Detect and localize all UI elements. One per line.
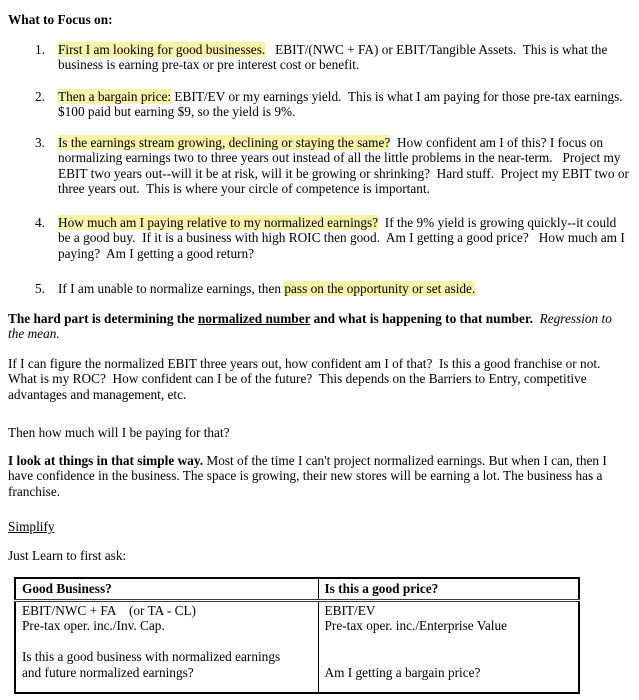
text-run: The hard part is determining the (8, 310, 198, 326)
focus-list-item (8, 215, 630, 262)
simple-way-paragraph (8, 453, 630, 500)
text-run: If I can figure the normalized EBIT three years out, how confident am I of that? Is this a good franchise or not. What is my ROC? How confident can I be of the future? This depends on the Barriers to Entry, competitive advantages and management, etc. (8, 355, 607, 402)
table-header-good-business: Good Business? (15, 578, 318, 600)
table-cell-line (22, 634, 312, 650)
highlighted-text: pass on the opportunity or set aside. (284, 281, 476, 296)
paying-question-paragraph (8, 425, 630, 441)
table-cell-line: Am I getting a bargain price? (324, 664, 481, 680)
text-run: If I am unable to normalize earnings, then (58, 281, 285, 296)
summary-table (14, 577, 580, 694)
summary-table-header-row (15, 578, 579, 600)
table-cell-line: and future normalized earnings? (22, 664, 194, 680)
text-run: EBIT/(NWC + FA) or EBIT/Tangible Assets. This is what the business is earning pre-tax or pre interest cost or benefit. (58, 41, 611, 72)
page-heading (8, 12, 630, 28)
just-learn-paragraph (8, 548, 630, 564)
text-run: Just Learn to first ask: (8, 547, 127, 563)
table-cell-line: Pre-tax oper. inc./Enterprise Value (324, 618, 508, 633)
text-run: EBIT/EV or my earnings yield. This is what I am paying for those pre-tax earnings. $100 paid but earning $9, so the yield is 9%. (58, 88, 636, 119)
table-cell-good-price (318, 600, 579, 693)
text-run: I look at things in that simple way. (8, 452, 204, 468)
text-run: Then how much will I be paying for that? (8, 425, 230, 440)
text-run: Regression to the mean. (8, 310, 616, 341)
text-run: Simplify (8, 519, 55, 534)
focus-list-item (8, 281, 630, 297)
table-cell-good-business (15, 600, 318, 693)
highlighted-text: Then a bargain price: (58, 88, 172, 104)
focus-list-item (8, 42, 630, 73)
list-item-number: 2. (35, 88, 45, 104)
highlighted-text: Is the earnings stream growing, declining or staying the same? (58, 134, 391, 150)
figure-ebit-paragraph (8, 356, 630, 403)
focus-list-item (8, 88, 636, 120)
list-item-number: 5. (35, 281, 45, 296)
text-run: What to Focus on: (8, 12, 113, 27)
table-cell-line: Is this a good business with normalized earnings (22, 649, 281, 664)
summary-table-body-row (15, 600, 579, 693)
list-item-number: 1. (35, 41, 45, 57)
list-item-number: 4. (35, 214, 45, 230)
text-run: How confident am I of this? I focus on normalizing earnings two to three years out instead of all the little problems in the near-term. Project my EBIT two years out--will it be at risk, will it be growing or shrinking? Hard stuff. Project my EBIT two or three years out. This is where your circle of competence is important. (58, 134, 633, 196)
table-header-good-price: Is this a good price? (318, 578, 579, 600)
list-item-number: 3. (35, 134, 45, 150)
table-cell-line: EBIT/NWC + FA (or TA - CL) (22, 602, 196, 618)
simplify-heading (8, 519, 630, 535)
text-run: If the 9% yield is growing quickly--it could be a good buy. If it is a business with high ROIC then good. Am I getting a good price? How much am I paying? Am I getting a good return? (58, 214, 629, 261)
text-run (533, 311, 540, 326)
table-cell-line: EBIT/EV (324, 602, 376, 618)
text-run: Most of the time I can't project normalized earnings. But when I can, then I have confidence in the business. The space is growing, their new stores will be earning a lot. The business has a franchise. (8, 452, 611, 499)
hard-part-paragraph (8, 311, 630, 342)
focus-list (8, 41, 636, 297)
table-cell-line: Pre-tax oper. inc./Inv. Cap. (22, 618, 165, 633)
focus-list-item (8, 134, 633, 197)
table-cell-line (325, 649, 573, 665)
highlighted-text: First I am looking for good businesses. (58, 41, 266, 57)
text-run: and what is happening to that number. (310, 310, 533, 326)
text-run: normalized number (197, 310, 311, 326)
highlighted-text: How much am I paying relative to my normalized earnings? (58, 214, 379, 230)
table-cell-line (325, 634, 573, 650)
